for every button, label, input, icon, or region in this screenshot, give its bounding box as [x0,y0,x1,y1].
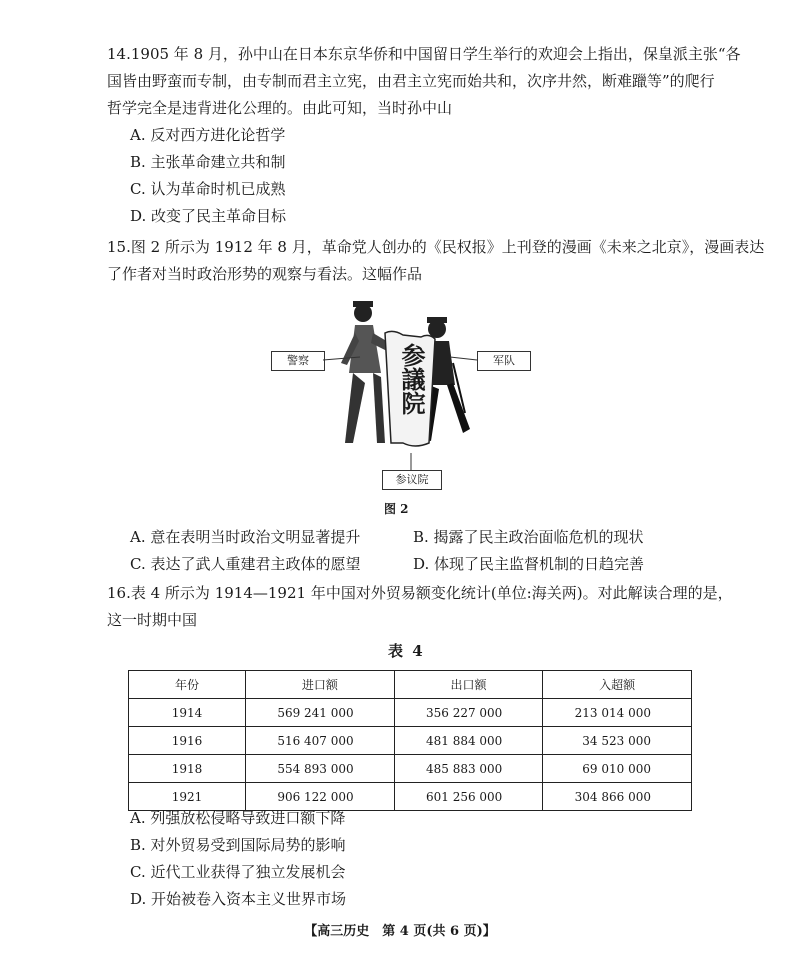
callout-senate: 参议院 [382,470,442,490]
header-deficit: 入超额 [543,671,692,699]
cartoon-image [325,293,475,458]
q16-option-a: A. 列强放松侵略导致进口额下降 [130,809,346,827]
cell-year: 1918 [129,755,246,783]
q14-option-d: D. 改变了民主革命目标 [130,207,287,225]
q14-option-b: B. 主张革命建立共和制 [130,153,286,171]
cell-deficit: 69 010 000 [543,755,692,783]
cell-import: 906 122 000 [246,783,395,811]
table-title: 表 4 [388,642,425,660]
question-15-options [107,524,707,578]
q16-option-d: D. 开始被卷入资本主义世界市场 [130,890,347,908]
trade-table [128,670,692,811]
q16-stem-line-2: 这一时期中国 [107,611,198,629]
cell-year: 1916 [129,727,246,755]
q14-stem-line-1: 14.1905 年 8 月，孙中山在日本东京华侨和中国留日学生举行的欢迎会上指出，保皇派主张“各 [107,45,741,63]
figure-caption: 图 2 [384,502,409,516]
table-row [129,727,692,755]
header-import: 进口额 [246,671,395,699]
cell-export: 356 227 000 [394,699,543,727]
q14-option-c: C. 认为革命时机已成熟 [130,180,286,198]
cell-import: 554 893 000 [246,755,395,783]
q16-option-b: B. 对外贸易受到国际局势的影响 [130,836,346,854]
question-14 [107,41,741,230]
cell-import: 569 241 000 [246,699,395,727]
cell-export: 481 884 000 [394,727,543,755]
cell-export: 601 256 000 [394,783,543,811]
question-15 [107,234,765,288]
q15-option-a: A. 意在表明当时政治文明显著提升 [130,528,361,546]
page-footer: 【高三历史 第 4 页(共 6 页)】 [304,924,496,939]
callout-army: 军队 [477,351,531,371]
q16-option-c: C. 近代工业获得了独立发展机会 [130,863,346,881]
cell-deficit: 213 014 000 [543,699,692,727]
cell-deficit: 304 866 000 [543,783,692,811]
q14-stem-line-2: 国皆由野蛮而专制，由专制而君主立宪，由君主立宪而始共和，次序井然，断难躐等”的爬行 [107,72,715,90]
table-header-row [129,671,692,699]
q15-option-d: D. 体现了民主监督机制的日趋完善 [413,555,645,573]
header-export: 出口额 [394,671,543,699]
callout-police: 警察 [271,351,325,371]
cell-deficit: 34 523 000 [543,727,692,755]
cell-import: 516 407 000 [246,727,395,755]
q14-option-a: A. 反对西方进化论哲学 [130,126,286,144]
q15-stem-line-1: 15.图 2 所示为 1912 年 8 月，革命党人创办的《民权报》上刊登的漫画《未来之北京》，漫画表达 [107,238,765,256]
cartoon-banner-text: 参議院 [397,343,426,415]
q14-stem-line-3: 哲学完全是违背进化公理的。由此可知，当时孙中山 [107,99,453,117]
cell-year: 1921 [129,783,246,811]
question-16-options [107,805,707,913]
cell-year: 1914 [129,699,246,727]
question-16 [107,580,733,634]
q15-option-b: B. 揭露了民主政治面临危机的现状 [413,528,644,546]
cartoon-figure [265,293,535,493]
table-row [129,699,692,727]
q15-stem-line-2: 了作者对当时政治形势的观察与看法。这幅作品 [107,265,423,283]
table-row [129,755,692,783]
header-year: 年份 [129,671,246,699]
cell-export: 485 883 000 [394,755,543,783]
q16-stem-line-1: 16.表 4 所示为 1914—1921 年中国对外贸易额变化统计(单位:海关两)。对此解读合理的是， [107,584,733,602]
q15-option-c: C. 表达了武人重建君主政体的愿望 [130,555,361,573]
